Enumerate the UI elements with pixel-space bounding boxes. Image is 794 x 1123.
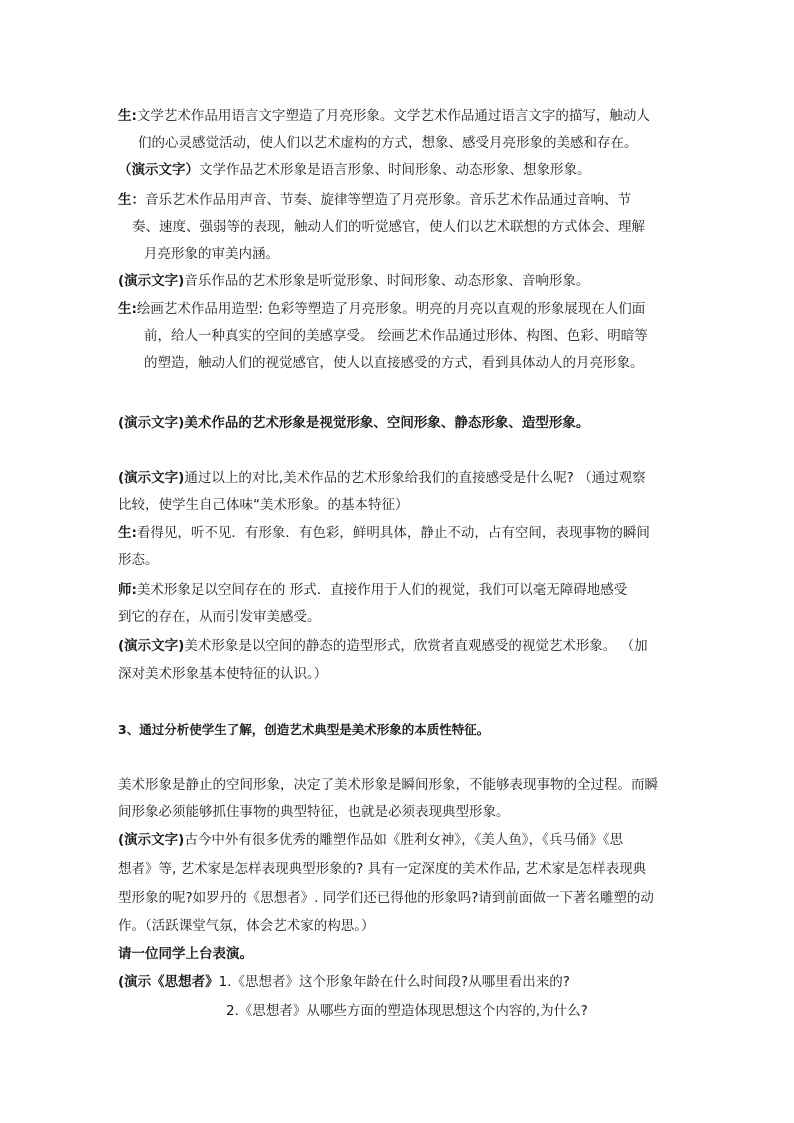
demo-label: (演示文字) xyxy=(118,832,185,848)
demo-text: 文学作品艺术形象是语言形象、时间形象、动态形象、想象形象。 xyxy=(199,162,591,178)
paragraph-line: 美术形象是静止的空间形象，决定了美术形象是瞬间形象，不能够表现事物的全过程。而瞬 xyxy=(118,777,658,793)
demo-label: (演示文字) xyxy=(118,273,185,289)
dialogue-line: 前，给人一种真实的空间的美感享受。 绘画艺术作品通过形体、构图、色彩、明暗等 xyxy=(144,328,648,344)
highlight-statement: (演示文字)美术作品的艺术形象是视觉形象、空间形象、静态形象、造型形象。 xyxy=(118,415,590,431)
teacher-line xyxy=(118,580,627,600)
speaker-label: 生： xyxy=(118,192,145,208)
demo-text-line: 型形象的呢?如罗丹的《思想者》. 同学们还已得他的形象吗?请到前面做一下著名雕塑的动 xyxy=(118,890,654,906)
speaker-label: 生: xyxy=(118,525,137,541)
dialogue-text: 看得见，听不见．有形象．有色彩，鲜明具体，静止不动，占有空间，表现事物的瞬间 xyxy=(136,525,650,541)
dialogue-line: 奏、速度、强弱等的表现，触动人们的听觉感官，使人们以艺术联想的方式体会、理解 xyxy=(132,219,645,235)
dialogue-line xyxy=(118,190,631,210)
paragraph-line: 间形象必须能够抓住事物的典型特征，也就是必须表现典型形象。 xyxy=(118,804,510,820)
demo-text: 通过以上的对比,美术作品的艺术形象给我们的直接感受是什么呢? （通过观察 xyxy=(184,470,646,486)
demo-text-line: 作。（活跃课堂气氛，体会艺术家的构思。） xyxy=(118,918,375,934)
demo-text: 音乐作品的艺术形象是听觉形象、时间形象、动态形象、音响形象。 xyxy=(184,273,590,289)
demo-text-line: 比较，使学生自己体味“美术形象。的基本特征） xyxy=(118,497,409,513)
dialogue-line: 们的心灵感觉活动，使人们以艺术虚构的方式，想象、感受月亮形象的美感和存在。 xyxy=(138,135,638,151)
demo-text-line xyxy=(118,271,589,291)
question-1: 1.《思想者》这个形象年龄在什么时间段?从哪里看出来的? xyxy=(218,974,570,990)
dialogue-line: 的塑造，触动人们的视觉感官，使人以直接感受的方式，看到具体动人的月亮形象。 xyxy=(144,355,644,371)
demo-label: (演示文字) xyxy=(118,470,185,486)
dialogue-text: 文学艺术作品用语言文字塑造了月亮形象。文学艺术作品通过语言文字的描写，触动人 xyxy=(136,108,650,124)
demo-text-line: 深对美术形象基本使特征的认识。） xyxy=(118,666,328,682)
teacher-line: 到它的存在，从而引发审美感受。 xyxy=(118,609,321,625)
speaker-label: 生: xyxy=(118,301,137,317)
speaker-label: 生: xyxy=(118,108,137,124)
demo-label: (演示《思想者》 xyxy=(118,974,219,990)
demo-text-line xyxy=(118,830,623,850)
dialogue-text: 绘画艺术作品用造型: 色彩等塑造了月亮形象。明亮的月亮以直观的形象展现在人们面 xyxy=(136,301,646,317)
demo-text-line xyxy=(118,160,591,180)
demo-text: 古今中外有很多优秀的雕塑作品如《胜利女神》，《美人鱼》，《兵马俑》《思 xyxy=(184,832,624,848)
demo-label: (演示文字) xyxy=(118,638,185,654)
section-heading: 3、通过分析使学生了解，创造艺术典型是美术形象的本质性特征。 xyxy=(118,722,490,737)
demo-label: （演示文字） xyxy=(118,162,199,178)
dialogue-line xyxy=(118,106,650,126)
speaker-label: 师: xyxy=(118,582,137,598)
dialogue-text: 音乐艺术作品用声音、节奏、旋律等塑造了月亮形象。音乐艺术作品通过音响、节 xyxy=(145,192,631,208)
invite-line: 请一位同学上台表演。 xyxy=(118,946,253,962)
demo-text-line: 想者》等, 艺术家是怎样表现典型形象的? 具有一定深度的美术作品, 艺术家是怎样表现典 xyxy=(118,861,647,877)
dialogue-line: 月亮形象的审美内涵。 xyxy=(144,246,279,262)
question-line xyxy=(118,972,570,992)
dialogue-text: 美术形象足以空间存在的 形式．直接作用于人们的视觉，我们可以毫无障碍地感受 xyxy=(136,582,628,598)
demo-text-line xyxy=(118,468,646,488)
student-line xyxy=(118,523,650,543)
student-line: 形态。 xyxy=(118,552,159,568)
question-2: 2.《思想者》从哪些方面的塑造体现思想这个内容的,为什么? xyxy=(226,1003,588,1019)
dialogue-line xyxy=(118,299,645,319)
demo-text-line xyxy=(118,636,648,656)
demo-text: 美术形象是以空间的静态的造型形式，欣赏者直观感受的视觉艺术形象。 （加 xyxy=(184,638,648,654)
